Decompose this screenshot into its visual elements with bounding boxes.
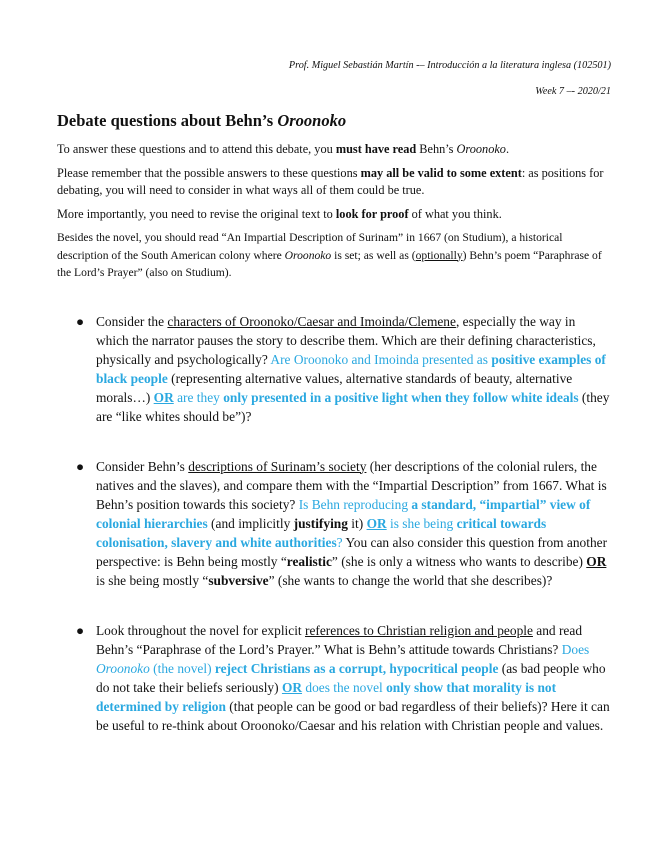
course-header [57,0,611,100]
question-item-religion: ● Look throughout the novel for explicit references to Christian religion and people and read Behn’s “Paraphrase of the Lord’s Prayer.” What is Behn’s attitude towards Christians? Does Oroonoko (the novel) reject Christians as a corrupt, hypocritical people (as bad people who do not take their beliefs seriously) OR does the novel only show that morality is not determined by religion (that people can be good or bad regardless of their beliefs)? Here it can be useful to re-think about Oroonoko/Caesar and his relation with Christian people and values. [76,622,610,733]
header-week-line: Week 7 –- 2020/21 [535,86,611,97]
bullet-icon: ● [76,458,85,474]
title-italic: Oroonoko [277,111,347,130]
bullet-icon: ● [76,313,85,329]
page-title: Debate questions about Behn’s Oroonoko [57,111,347,130]
question-item-society: ● Consider Behn’s descriptions of Surinam’s society (her descriptions of the colonial rulers, the natives and the slaves), and compare them with the “Impartial Description” from 1667. What is Behn’s position towards this society? Is Behn reproducing a standard, “impartial” view of colonial hierarchies (and implicitly justifying it) OR is she being critical towards colonisation, slavery and white authorities? You can also consider this question from another perspective: is Behn being mostly “realistic” (she is only a witness who wants to describe) OR is she being mostly “subversive” (she wants to change the world that she describes)? [76,458,608,588]
intro-paragraph-2: Please remember that the possible answers to these questions may all be valid to some extent: as positions for debating, you will need to consider in what ways all of them could be true. [57,165,604,197]
question-item-characters: ● Consider the characters of Oroonoko/Caesar and Imoinda/Clemene, especially the way in which the narrator pauses the story to describe them. Which are their defining characteristics, physically and psychologically? Are Oroonoko and Imoinda presented as positive examples of black people (representing alternative values, alternative standards of beauty, alternative morals…) OR are they only presented in a positive light when they follow white ideals (they are “like whites should be”)? [76,313,610,424]
header-course-line: Prof. Miguel Sebastián Martín -– Introducción a la literatura inglesa (102501) [288,60,611,71]
bullet-icon: ● [76,622,85,638]
intro-paragraph-1: To answer these questions and to attend this debate, you must have read Behn’s Oroonoko. [57,142,510,156]
intro-paragraph-4: Besides the novel, you should read “An Impartial Description of Surinam” in 1667 (on Studium), a historical description of the South American colony where Oroonoko is set; as well as (optionally) Behn’s poem “Paraphrase of the Lord’s Prayer” (also on Studium). [57,231,602,279]
intro-paragraph-3: More importantly, you need to revise the original text to look for proof of what you think. [57,206,502,221]
debate-questions-list [57,312,611,735]
